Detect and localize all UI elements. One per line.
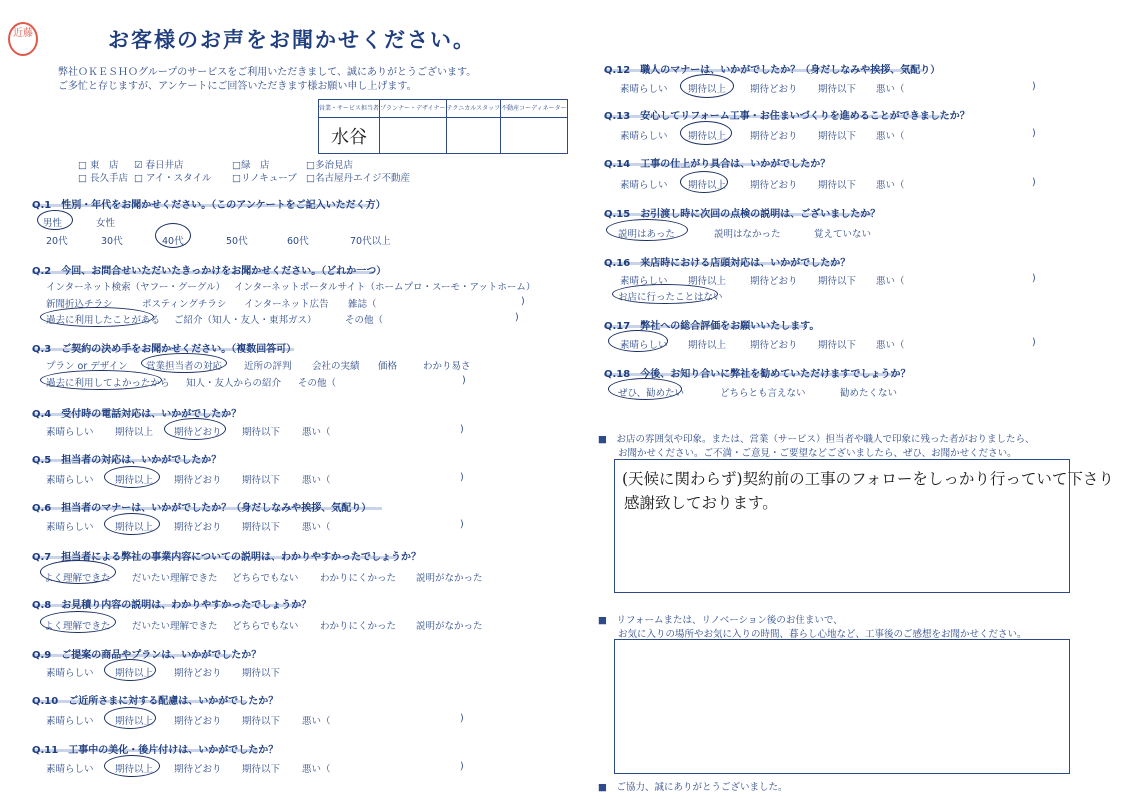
- q18-neutral[interactable]: どちらとも言えない: [720, 388, 806, 399]
- store-tajimi[interactable]: □多治見店: [306, 160, 353, 171]
- q17-label: Q.17 弊社への総合評価をお願いいたします。: [604, 321, 820, 332]
- q10-as-expected[interactable]: 期待どおり: [174, 716, 222, 727]
- q10-label: Q.10 ご近所さまに対する配慮は、いかがでしたか？: [32, 696, 279, 707]
- q2-label: Q.2 今回、お問合せいただいたきっかけをお聞かせください。（どれか一つ）: [32, 266, 387, 277]
- q11-excellent[interactable]: 素晴らしい: [46, 764, 94, 775]
- q10-above-circle: [104, 707, 156, 729]
- q15-dont-remember[interactable]: 覚えていない: [814, 229, 872, 240]
- q7-mostly-understood[interactable]: だいたい理解できた: [132, 573, 218, 584]
- q8-understood-well-circle: [40, 611, 116, 633]
- q4-above[interactable]: 期待以上: [115, 427, 154, 438]
- q13-as-expected[interactable]: 期待どおり: [750, 131, 798, 142]
- q4-as-expected-circle: [164, 418, 226, 440]
- q14-above[interactable]: 期待以上: [688, 180, 727, 191]
- q3-used-before-circle: [40, 370, 162, 390]
- q4-bad[interactable]: 悪い（: [302, 427, 331, 438]
- q3-plan-design[interactable]: プラン or デザイン: [46, 361, 128, 372]
- q5-above-circle: [104, 466, 160, 488]
- inspector-seal-stamp: 近藤: [8, 22, 38, 56]
- q11-as-expected[interactable]: 期待どおり: [174, 764, 222, 775]
- q3-clarity[interactable]: わかり易さ: [423, 361, 471, 372]
- q16-bad[interactable]: 悪い（: [876, 276, 905, 287]
- q11-below[interactable]: 期待以下: [242, 764, 281, 775]
- q16-below[interactable]: 期待以下: [818, 276, 857, 287]
- store-midori[interactable]: □緑 店: [232, 160, 270, 171]
- q14-as-expected[interactable]: 期待どおり: [750, 180, 798, 191]
- q3-other[interactable]: その他（: [298, 378, 337, 389]
- staff-table: [318, 99, 568, 154]
- q1-60s[interactable]: 60代: [287, 236, 309, 247]
- staff-header-technical: テクニカルスタッフ: [446, 100, 500, 118]
- comment1-label-1: ■ お店の雰囲気や印象。または、営業（サービス）担当者や職人で印象に残った者がおりましたら、: [598, 434, 1035, 445]
- q13-excellent[interactable]: 素晴らしい: [620, 131, 668, 142]
- q9-above[interactable]: 期待以上: [115, 668, 154, 679]
- q2-used-before[interactable]: 過去に利用したことがある: [46, 315, 161, 326]
- q16-as-expected[interactable]: 期待どおり: [750, 276, 798, 287]
- q13-label: Q.13 安心してリフォーム工事・お住まいづくりを進めることができましたか？: [604, 111, 970, 122]
- q17-excellent-circle: [608, 330, 668, 352]
- staff-header-realestate: 不動産コーディネーター: [501, 100, 568, 118]
- q16-never-visited-circle: [612, 284, 718, 304]
- q11-above-circle: [104, 755, 160, 777]
- q8-mostly-understood[interactable]: だいたい理解できた: [132, 621, 218, 632]
- store-nagoya-realestate[interactable]: □名古屋丹エイジ不動産: [306, 173, 410, 184]
- q18-recommend-circle: [608, 378, 685, 400]
- q2-used-before-circle: [40, 307, 154, 327]
- q3-sales-response[interactable]: 営業担当者の対応: [146, 361, 223, 372]
- q5-bad[interactable]: 悪い（: [302, 475, 331, 486]
- page-title: お客様のお声をお聞かせください。: [108, 28, 476, 52]
- q7-understood-well[interactable]: よく理解できた: [44, 573, 111, 584]
- q12-above-circle: [680, 74, 734, 98]
- q4-as-expected[interactable]: 期待どおり: [174, 427, 222, 438]
- store-higashi[interactable]: □ 東 店: [78, 160, 119, 171]
- q16-never-visited[interactable]: お店に行ったことはない: [618, 292, 723, 303]
- q7-neutral[interactable]: どちらでもない: [232, 573, 299, 584]
- q6-as-expected[interactable]: 期待どおり: [174, 522, 222, 533]
- q12-excellent[interactable]: 素晴らしい: [620, 84, 668, 95]
- comment1-handwriting-line2: 感謝致しております。: [624, 494, 778, 512]
- q16-label: Q.16 来店時における店頭対応は、いかがでしたか？: [604, 258, 851, 269]
- q5-above[interactable]: 期待以上: [115, 475, 154, 486]
- q6-bad[interactable]: 悪い（: [302, 522, 331, 533]
- q8-no-explanation[interactable]: 説明がなかった: [416, 621, 483, 632]
- q11-bad[interactable]: 悪い（: [302, 764, 331, 775]
- q2-referral[interactable]: ご紹介（知人・友人・東邦ガス）: [174, 315, 317, 326]
- footer-thanks: ■ ご協力、誠にありがとうございました。: [598, 782, 788, 793]
- q10-below[interactable]: 期待以下: [242, 716, 281, 727]
- q6-above-circle: [104, 513, 160, 535]
- q3-track-record[interactable]: 会社の実績: [312, 361, 360, 372]
- q3-reputation[interactable]: 近所の評判: [244, 361, 292, 372]
- q13-bad[interactable]: 悪い（: [876, 131, 905, 142]
- q4-excellent[interactable]: 素晴らしい: [46, 427, 94, 438]
- q12-bad[interactable]: 悪い（: [876, 84, 905, 95]
- q5-below[interactable]: 期待以下: [242, 475, 281, 486]
- q9-as-expected[interactable]: 期待どおり: [174, 668, 222, 679]
- q1-label: Q.1 性別・年代をお聞かせください。（このアンケートをご記入いただく方）: [32, 200, 386, 211]
- q13-below[interactable]: 期待以下: [818, 131, 857, 142]
- comment2-label-1: ■ リフォームまたは、リノベーション後のお住まいで、: [598, 615, 843, 626]
- q18-recommend[interactable]: ぜひ、勧めたい: [618, 388, 685, 399]
- q6-above[interactable]: 期待以上: [115, 522, 154, 533]
- q2-portal-site[interactable]: インターネットポータルサイト（ホームプロ・スーモ・アットホーム）: [234, 282, 536, 293]
- q9-below[interactable]: 期待以下: [242, 668, 281, 679]
- q14-excellent[interactable]: 素晴らしい: [620, 180, 668, 191]
- store-i-style[interactable]: □ アイ・スタイル: [134, 173, 212, 184]
- q17-excellent[interactable]: 素晴らしい: [620, 340, 668, 351]
- q5-label: Q.5 担当者の対応は、いかがでしたか？: [32, 455, 222, 466]
- q11-above[interactable]: 期待以上: [115, 764, 154, 775]
- q7-hard[interactable]: わかりにくかった: [320, 573, 397, 584]
- q6-below[interactable]: 期待以下: [242, 522, 281, 533]
- q13-above-circle: [680, 121, 732, 145]
- q7-understood-well-circle: [40, 560, 116, 584]
- q3-referral[interactable]: 知人・友人からの紹介: [186, 378, 282, 389]
- q1-70s[interactable]: 70代以上: [350, 236, 391, 247]
- comment1-label-2: お聞かせください。ご不満・ご意見・ご要望などございましたら、ぜひ、お聞かせください。: [618, 448, 1017, 459]
- q6-excellent[interactable]: 素晴らしい: [46, 522, 94, 533]
- q13-above[interactable]: 期待以上: [688, 131, 727, 142]
- q5-as-expected[interactable]: 期待どおり: [174, 475, 222, 486]
- q15-not-explained[interactable]: 説明はなかった: [714, 229, 781, 240]
- q2-internet-ad[interactable]: インターネット広告: [244, 299, 329, 310]
- q1-male-circle: [37, 210, 73, 230]
- q14-above-circle: [680, 171, 728, 193]
- comment2-box[interactable]: [614, 639, 1070, 774]
- store-nagakute[interactable]: □ 長久手店: [78, 173, 128, 184]
- q9-label: Q.9 ご提案の商品やプランは、いかがでしたか？: [32, 650, 262, 661]
- q9-excellent[interactable]: 素晴らしい: [46, 668, 94, 679]
- q1-30s[interactable]: 30代: [101, 236, 123, 247]
- q16-above[interactable]: 期待以上: [688, 276, 727, 287]
- q4-label: Q.4 受付時の電話対応は、いかがでしたか？: [32, 409, 242, 420]
- q10-excellent[interactable]: 素晴らしい: [46, 716, 94, 727]
- q14-bad[interactable]: 悪い（: [876, 180, 905, 191]
- q17-as-expected[interactable]: 期待どおり: [750, 340, 798, 351]
- q17-above[interactable]: 期待以上: [688, 340, 727, 351]
- q11-label: Q.11 工事中の美化・後片付けは、いかがでしたか？: [32, 745, 279, 756]
- q8-hard[interactable]: わかりにくかった: [320, 621, 397, 632]
- q7-no-explanation[interactable]: 説明がなかった: [416, 573, 483, 584]
- staff-header-sales: 営業・サービス担当者: [319, 100, 380, 118]
- q9-above-circle: [104, 659, 156, 681]
- q3-used-before[interactable]: 過去に利用してよかったから: [46, 378, 170, 389]
- q12-label: Q.12 職人のマナーは、いかがでしたか？（身だしなみや挨拶、気配り）: [604, 65, 941, 76]
- q1-female[interactable]: 女性: [96, 218, 116, 229]
- q14-below[interactable]: 期待以下: [818, 180, 857, 191]
- q2-magazine[interactable]: 雑誌（: [348, 299, 377, 310]
- q16-excellent[interactable]: 素晴らしい: [620, 276, 668, 287]
- q3-label: Q.3 ご契約の決め手をお聞かせください。（複数回答可）: [32, 344, 297, 355]
- q8-label: Q.8 お見積り内容の説明は、わかりやすかったでしょうか？: [32, 600, 312, 611]
- q10-above[interactable]: 期待以上: [115, 716, 154, 727]
- q15-explained[interactable]: 説明はあった: [618, 229, 675, 240]
- q1-male[interactable]: 男性: [43, 218, 63, 229]
- q14-label: Q.14 工事の仕上がり具合は、いかがでしたか？: [604, 159, 831, 170]
- q5-excellent[interactable]: 素晴らしい: [46, 475, 94, 486]
- q8-neutral[interactable]: どちらでもない: [232, 621, 299, 632]
- store-renocube[interactable]: □リノキューブ: [232, 173, 297, 184]
- q15-label: Q.15 お引渡し時に次回の点検の説明は、ございましたか？: [604, 209, 881, 220]
- q8-understood-well[interactable]: よく理解できた: [44, 621, 111, 632]
- q7-label: Q.7 担当者による弊社の事業内容についての説明は、わかりやすかったでしょうか？: [32, 552, 422, 563]
- staff-header-planner: プランナー・デザイナー: [380, 100, 447, 118]
- q12-as-expected[interactable]: 期待どおり: [750, 84, 798, 95]
- q2-posting-flyer[interactable]: ポスティングチラシ: [142, 299, 227, 310]
- intro-line-2: ご多忙と存じますが、アンケートにご回答いただきます様お願い申し上げます。: [58, 81, 417, 92]
- q2-newspaper-flyer[interactable]: 新聞折込チラシ: [46, 299, 113, 310]
- intro-line-1: 弊社ＯＫＥＳＨＯグループのサービスをご利用いただきまして、誠にありがとうございます。: [58, 67, 477, 78]
- q15-explained-circle: [606, 219, 688, 241]
- q1-50s[interactable]: 50代: [226, 236, 248, 247]
- q1-20s[interactable]: 20代: [46, 236, 68, 247]
- q6-label: Q.6 担当者のマナーは、いかがでしたか？（身だしなみや挨拶、気配り）: [32, 503, 372, 514]
- staff-sales-name: 水谷: [319, 118, 380, 154]
- q1-40s[interactable]: 40代: [162, 236, 184, 247]
- q3-sales-response-circle: [141, 353, 227, 373]
- comment1-handwriting-line1: (天候に関わらず)契約前の工事のフォローをしっかり行っていて下さり: [622, 470, 1114, 488]
- q1-40s-circle: [155, 223, 191, 248]
- q12-above[interactable]: 期待以上: [688, 84, 727, 95]
- q3-price[interactable]: 価格: [378, 361, 398, 372]
- q12-below[interactable]: 期待以下: [818, 84, 857, 95]
- q18-not-recommend[interactable]: 勧めたくない: [840, 388, 898, 399]
- q18-label: Q.18 今後、お知り合いに弊社を勧めていただけますでしょうか？: [604, 369, 911, 380]
- q17-bad[interactable]: 悪い（: [876, 340, 905, 351]
- q10-bad[interactable]: 悪い（: [302, 716, 331, 727]
- q2-internet-search[interactable]: インターネット検索（ヤフー・グーグル）: [46, 282, 226, 293]
- q4-below[interactable]: 期待以下: [242, 427, 281, 438]
- q17-below[interactable]: 期待以下: [818, 340, 857, 351]
- store-kasugai[interactable]: ☑ 春日井店: [134, 160, 184, 171]
- q2-other[interactable]: その他（: [345, 315, 384, 326]
- comment2-label-2: お気に入りの場所やお気に入りの時間、暮らし心地など、工事後のご感想をお聞かせください。: [618, 629, 1027, 640]
